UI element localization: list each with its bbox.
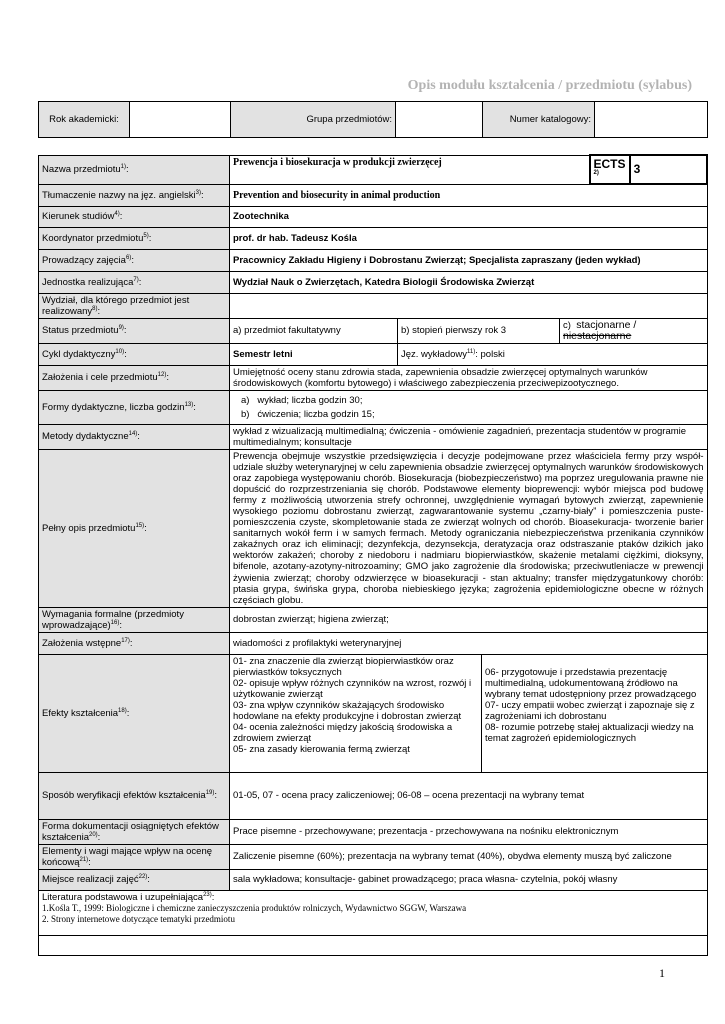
numer-label: Numer katalogowy: bbox=[483, 102, 595, 138]
prow-label: Prowadzący zajęcia$^{6)}$: bbox=[39, 249, 230, 271]
page-number: 1 bbox=[659, 966, 665, 980]
status-c: c) stacjonarne / niestacjonarne bbox=[560, 318, 708, 343]
efekty-left bbox=[230, 655, 482, 772]
jedn-value: Wydział Nauk o Zwierzętach, Katedra Biologii Środowiska Zwierząt bbox=[230, 271, 708, 293]
tlum-label: Tłumaczenie nazwy na jęz. angielski$^{3)}$: bbox=[39, 184, 230, 206]
cykl-label: Cykl dydaktyczny$^{10)}$: bbox=[39, 343, 230, 365]
efekt-06: 06- przygotowuje i przedstawia prezentację multimedialną, udokumentowaną źródłowo na wybrany temat udostępniony przez prowadzącego bbox=[485, 666, 697, 700]
status-b: b) stopień pierwszy rok 3 bbox=[398, 318, 560, 343]
efekty-label: Efekty kształcenia$^{18)}$: bbox=[39, 654, 230, 772]
zal-value: Umiejętność oceny stanu zdrowia stada, zapewnienia obsadzie zwierzęcej optymalnych warunków środowiskowych (komfortu bytowego) i właściwego zabezpieczenia przeciwepizootycznego. bbox=[230, 365, 708, 390]
empty-row bbox=[39, 935, 708, 955]
miejsce-label: Miejsce realizacji zajęć$^{22)}$: bbox=[39, 869, 230, 890]
wydz-value bbox=[230, 293, 708, 318]
literatura-item-2: 2. Strony internetowe dotyczące tematyki przedmiotu bbox=[42, 913, 235, 924]
metody-label: Metody dydaktyczne$^{14)}$: bbox=[39, 424, 230, 449]
kierunek-value: Zootechnika bbox=[230, 206, 708, 227]
ects-label: ECTS $^{2)}$ bbox=[590, 155, 630, 184]
literatura-cell bbox=[39, 890, 708, 935]
wydz-label: Wydział, dla którego przedmiot jest realizowany$^{8)}$: bbox=[39, 293, 230, 318]
miejsce-value: sala wykładowa; konsultacje- gabinet prowadzącego; praca własna- czytelnia, pokój własny bbox=[230, 869, 708, 890]
document-title: Opis modułu kształcenia / przedmiotu (sylabus) bbox=[407, 78, 692, 93]
efekt-08: 08- rozumie potrzebę stałej aktualizacji wiedzy na temat zagrożeń epidemiologicznych bbox=[485, 721, 694, 744]
zal-label: Założenia i cele przedmiotu$^{12)}$: bbox=[39, 365, 230, 390]
efekt-01: 01- zna znaczenie dla zwierząt biopierwiastków oraz pierwiastków toksycznych bbox=[233, 655, 454, 678]
rok-value[interactable] bbox=[130, 102, 231, 138]
opis-value: Prewencja obejmuje wszystkie przedsięwzięcia i decyzje podejmowane przez właściciela fermy przy współ-udziale służby weterynaryjnej w celu zapewnienia obsadzie zwierzęcej optymalnych warunków środowiskowych oraz zapobiega występowaniu chorób. Biosekuracja (biobezpieczeństwo) ma poprzez uregulowania prawne nie dopuścić do rozprzestrzeniania się chorób. Podstawowe elementy bioprewencji: wybór miejsca pod budowę fermy z możliwością utworzenia strefy ochronnej, uwzględnienie wymagań bytowych zwierząt, zapewnienie wysokiego poziomu dobrostanu zwierząt, zagwarantowanie systemu „czarny-biały” i pomieszczenia puste- pomieszczenia czyste, skompletowanie stada ze zwierząt wolnych od chorób. Bioasekuracja- tworzenie barier sanitarnych wokół ferm i w samych fermach. Metody ograniczania niebezpieczeństwa przenikania czynników zakaźnych oraz ich eliminacji; dezynfekcja, dezynsekcja, deratyzacja oraz odstraszanie ptaków dzikich jako wektorów zakażeń; choroby z niedoboru i nadmiaru biopierwiastków, skażenie metalami ciężkimi, dioksyny, bifenole, azotany-azotyny-nitrozoaminy; GMO jako zagrożenie dla środowiska; przeciwutleniacze w prewencji żywienia zwierząt; choroby odzwierzęce w bioasekuracji - stan aktualny; transfer międzygatunkowy chorób: ptasia grypa, świńska grypa, choroba niebieskiego języka; zagrożenia epidemiologiczne obecne w różnych częściach globu. bbox=[230, 449, 708, 607]
efekty-value bbox=[230, 654, 708, 772]
syllabus-table bbox=[38, 154, 708, 956]
prow-value: Pracownicy Zakładu Higieny i Dobrostanu Zwierząt; Specjalista zapraszany (jeden wykład) bbox=[230, 249, 708, 271]
efekt-03: 03- zna wpływ czynników skażających środowisko hodowlane na efekty produkcyjne i dobrostan zwierząt bbox=[233, 699, 462, 722]
status-label: Status przedmiotu$^{9)}$: bbox=[39, 318, 230, 343]
rok-label: Rok akademicki: bbox=[39, 102, 130, 138]
wym-label: Wymagania formalne (przedmioty wprowadzające)$^{16)}$: bbox=[39, 607, 230, 632]
zalw-value: wiadomości z profilaktyki weterynaryjnej bbox=[230, 632, 708, 654]
forma-label: Forma dokumentacji osiągniętych efektów kształcenia$^{20)}$: bbox=[39, 819, 230, 844]
elem-label: Elementy i wagi mające wpływ na ocenę końcową$^{21)}$: bbox=[39, 844, 230, 869]
efekt-07: 07- uczy empatii wobec zwierząt i zapoznaje się z zagrożeniami ich dobrostanu bbox=[485, 699, 695, 722]
formy-value: a) wykład; liczba godzin 30; b) ćwiczenia; liczba godzin 15; bbox=[230, 390, 708, 424]
opis-label: Pełny opis przedmiotu$^{15)}$: bbox=[39, 449, 230, 607]
efekt-02: 02- opisuje wpływ różnych czynników na wzrost, rozwój i użytkowanie zwierząt bbox=[233, 677, 472, 700]
ects-value: 3 bbox=[630, 155, 707, 184]
grupa-value[interactable] bbox=[396, 102, 483, 138]
efekt-05: 05- zna zasady kierowania fermą zwierząt bbox=[233, 743, 410, 755]
grupa-label: Grupa przedmiotów: bbox=[231, 102, 396, 138]
koord-label: Koordynator przedmiotu$^{5)}$: bbox=[39, 227, 230, 249]
kierunek-label: Kierunek studiów$^{4)}$: bbox=[39, 206, 230, 227]
koord-value: prof. dr hab. Tadeusz Kośla bbox=[230, 227, 708, 249]
nazwa-value: Prewencja i biosekuracja w produkcji zwierzęcej bbox=[230, 155, 590, 184]
literatura-item-1: 1.Kośla T., 1999: Biologiczne i chemiczne zanieczyszczenia produktów rolniczych, Wydawnictwo SGGW, Warszawa bbox=[42, 902, 467, 913]
zalw-label: Założenia wstępne$^{17)}$: bbox=[39, 632, 230, 654]
nazwa-label: Nazwa przedmiotu$^{1)}$: bbox=[39, 155, 230, 184]
cykl-semestr: Semestr letni bbox=[230, 343, 398, 365]
forma-value: Prace pisemne - przechowywane; prezentacja - przechowywana na nośniku elektronicznym bbox=[230, 819, 708, 844]
sposob-label: Sposób weryfikacji efektów kształcenia$^{19)}$: bbox=[39, 772, 230, 819]
efekt-04: 04- ocenia zależności między jakością środowiska a zdrowiem zwierząt bbox=[233, 721, 453, 744]
top-table bbox=[38, 101, 708, 138]
metody-value: wykład z wizualizacją multimedialną; ćwiczenia - omówienie zagadnień, prezentacja studentów w programie multimedialnym; konsultacje bbox=[230, 424, 708, 449]
elem-value: Zaliczenie pisemne (60%); prezentacja na wybrany temat (40%), obydwa elementy muszą być zaliczone bbox=[230, 844, 708, 869]
status-a: a) przedmiot fakultatywny bbox=[230, 318, 398, 343]
sposob-value: 01-05, 07 - ocena pracy zaliczeniowej; 06-08 – ocena prezentacji na wybrany temat bbox=[230, 772, 708, 819]
efekty-right bbox=[482, 655, 707, 772]
formy-label: Formy dydaktyczne, liczba godzin$^{13)}$: bbox=[39, 390, 230, 424]
cykl-jezyk: Jęz. wykładowy$^{11)}$: polski bbox=[398, 343, 708, 365]
jedn-label: Jednostka realizująca$^{7)}$: bbox=[39, 271, 230, 293]
numer-value[interactable] bbox=[595, 102, 708, 138]
tlum-value: Prevention and biosecurity in animal production bbox=[230, 184, 708, 206]
wym-value: dobrostan zwierząt; higiena zwierząt; bbox=[230, 607, 708, 632]
literatura-label: Literatura podstawowa i uzupełniająca$^{23)}$: bbox=[42, 891, 215, 903]
